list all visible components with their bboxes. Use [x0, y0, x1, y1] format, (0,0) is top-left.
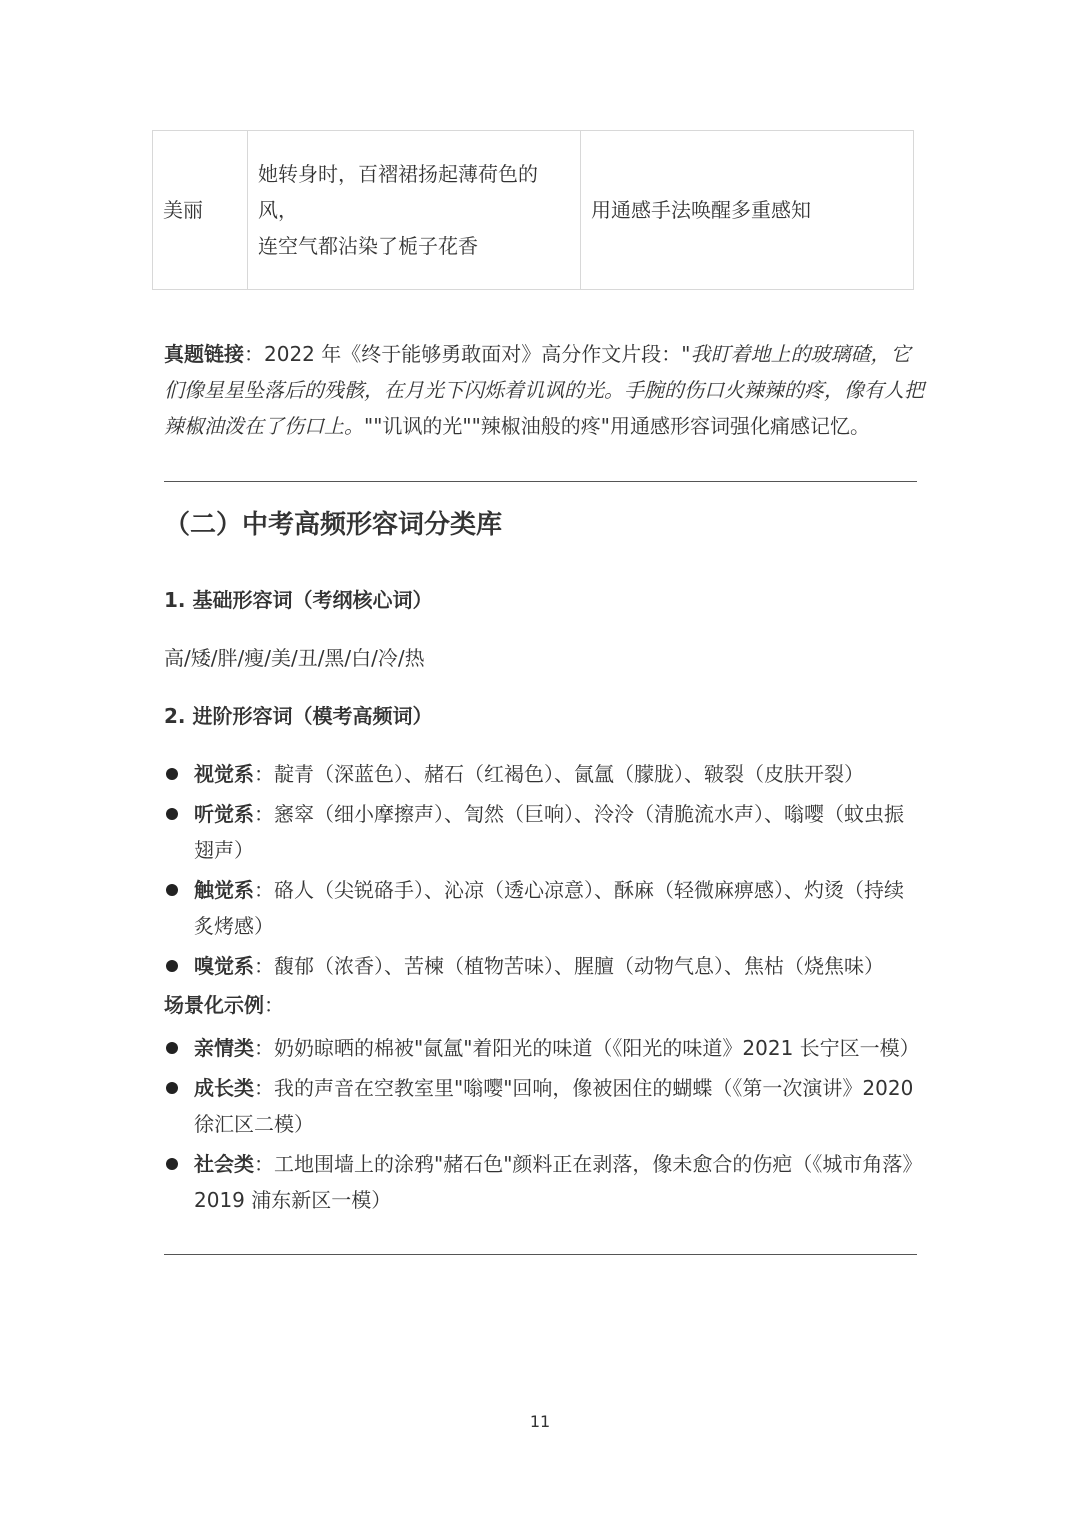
divider [164, 481, 917, 482]
scene-example-list [164, 1030, 920, 1218]
exam-link-intro: 2022 年《终于能够勇敢面对》高分作文片段： [264, 342, 682, 366]
example-line: 她转身时，百褶裙扬起薄荷色的风， [258, 162, 538, 222]
item-label: 触觉系 [194, 878, 254, 902]
basic-word-list: 高/矮/胖/瘦/美/丑/黑/白/冷/热 [164, 646, 425, 670]
list-item [164, 796, 920, 868]
subsection-title-basic: 1. 基础形容词（考纲核心词） [164, 588, 433, 612]
example-line: 连空气都沾染了栀子花香 [258, 234, 478, 258]
table-cell-category: 美丽 [153, 131, 248, 290]
table-cell-example [248, 131, 581, 290]
item-text: ：馥郁（浓香）、苦楝（植物苦味）、腥膻（动物气息）、焦枯（烧焦味） [254, 954, 884, 978]
scene-examples-label: 场景化示例 [164, 993, 264, 1017]
exam-link-label: 真题链接 [164, 342, 244, 366]
scene-examples-colon: ： [264, 993, 284, 1017]
exam-link-colon: ： [244, 342, 264, 366]
advanced-word-list [164, 756, 920, 984]
exam-link-quote: "我盯着地上的玻璃碴，它们像星星坠落后的残骸，在月光下闪烁着讥讽的光。手腕的伤口火辣辣的疼，像有人把辣椒油泼在了伤口上。" [164, 342, 924, 438]
list-item [164, 872, 920, 944]
bullet-icon [166, 960, 178, 972]
page-number: 11 [529, 1412, 551, 1431]
item-text: ：硌人（尖锐硌手）、沁凉（透心凉意）、酥麻（轻微麻痹感）、灼烫（持续炙烤感） [194, 878, 904, 938]
bullet-icon [166, 884, 178, 896]
item-label: 听觉系 [194, 802, 254, 826]
section-title: （二）中考高频形容词分类库 [164, 510, 503, 540]
item-text: ：我的声音在空教室里"嗡嘤"回响，像被困住的蝴蝶（《第一次演讲》2020 徐汇区二模） [194, 1076, 914, 1136]
item-text: ：靛青（深蓝色）、赭石（红褐色）、氤氲（朦胧）、皲裂（皮肤开裂） [254, 762, 864, 786]
subsection-title-advanced: 2. 进阶形容词（模考高频词） [164, 704, 433, 728]
item-text: ：窸窣（细小摩擦声）、訇然（巨响）、泠泠（清脆流水声）、嗡嘤（蚊虫振翅声） [194, 802, 904, 862]
item-text: ：工地围墙上的涂鸦"赭石色"颜料正在剥落，像未愈合的伤疤（《城市角落》2019 浦东新区一模） [194, 1152, 913, 1212]
item-label: 亲情类 [194, 1036, 254, 1060]
item-label: 视觉系 [194, 762, 254, 786]
list-item [164, 948, 920, 984]
bullet-icon [166, 1082, 178, 1094]
item-label: 成长类 [194, 1076, 254, 1100]
list-item [164, 1146, 920, 1218]
table-cell-technique: 用通感手法唤醒多重感知 [581, 131, 914, 290]
bullet-icon [166, 768, 178, 780]
item-text: ：奶奶晾晒的棉被"氤氲"着阳光的味道（《阳光的味道》2021 长宁区一模） [254, 1036, 920, 1060]
exam-link-comment: "讥讽的光""辣椒油般的疼"用通感形容词强化痛感记忆。 [373, 414, 870, 438]
comparison-table [152, 130, 914, 290]
list-item [164, 1070, 920, 1142]
scene-examples-title [164, 989, 284, 1021]
item-label: 社会类 [194, 1152, 254, 1176]
table-row [153, 131, 914, 290]
divider [164, 1254, 917, 1255]
list-item [164, 756, 920, 792]
list-item [164, 1030, 920, 1066]
bullet-icon [166, 808, 178, 820]
bullet-icon [166, 1042, 178, 1054]
item-label: 嗅觉系 [194, 954, 254, 978]
exam-link-paragraph [164, 336, 924, 444]
bullet-icon [166, 1158, 178, 1170]
